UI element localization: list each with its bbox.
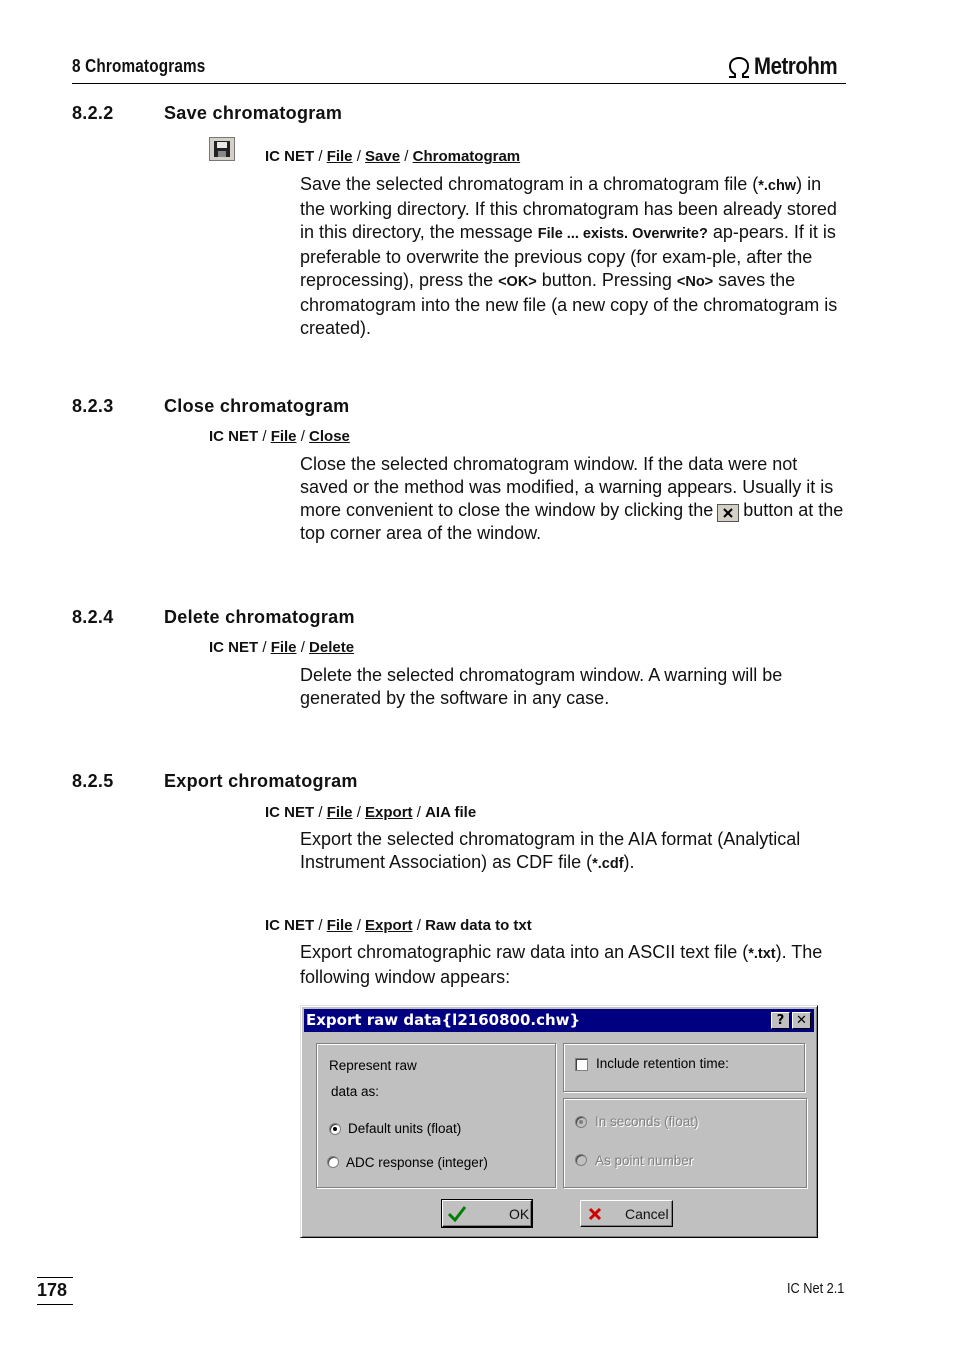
- section-heading-save: [72, 103, 672, 125]
- close-window-icon: [717, 504, 739, 522]
- section-title: Delete chromatogram: [164, 607, 355, 627]
- omega-logo-icon: [726, 55, 752, 79]
- ok-button[interactable]: [442, 1200, 532, 1227]
- point-number-radio[interactable]: [575, 1154, 587, 1166]
- dialog-title-bar: [304, 1009, 814, 1032]
- adc-response-label[interactable]: ADC response (integer): [346, 1155, 488, 1170]
- export-aia-description: Export the selected chromatogram in the AIA format (Analytical Instrument Association) as CDF file (*.cdf).: [300, 829, 801, 872]
- close-description: Close the selected chromatogram window. If the data were not saved or the method was modified, a warning appears. Usually it is more convenient to close the window by clicking the button at the top corner area of the window.: [300, 454, 844, 543]
- menu-path-save: IC NET / File / Save / Chromatogram: [265, 148, 521, 165]
- dialog-title: Export raw data{l2160800.chw}: [306, 1011, 581, 1029]
- section-number: 8.2.5: [72, 771, 114, 791]
- section-title: Save chromatogram: [164, 103, 343, 123]
- metrohm-logo: [726, 52, 852, 82]
- section-title: Export chromatogram: [164, 771, 358, 791]
- checkmark-icon: [447, 1205, 467, 1223]
- section-title: Close chromatogram: [164, 396, 350, 416]
- footer-product: IC Net 2.1: [787, 1280, 845, 1297]
- save-description: Save the selected chromatogram in a chromatogram file (*.chw) in the working directory. If this chromatogram has been already stored in this directory, the message File ... exists. Overwrite? ap-pears. If it is preferable to overwrite the previous copy (for exam-ple, after the reprocessing), press the <OK> button. Pressing <No> saves the chromatogram into the new file (a new copy of the chromatogram is created).: [300, 174, 838, 338]
- red-x-icon: [587, 1206, 603, 1222]
- default-units-radio[interactable]: [329, 1123, 341, 1135]
- section-heading-close: [72, 396, 672, 418]
- menu-path-delete: IC NET / File / Delete: [209, 639, 355, 656]
- ok-label: OK: [509, 1205, 530, 1222]
- adc-response-radio[interactable]: [327, 1156, 339, 1168]
- save-floppy-icon: [209, 137, 235, 161]
- help-button[interactable]: ?: [771, 1012, 790, 1029]
- in-seconds-label[interactable]: In seconds (float): [595, 1114, 699, 1129]
- include-retention-checkbox[interactable]: [575, 1058, 588, 1071]
- export-raw-description: Export chromatographic raw data into an ASCII text file (*.txt). The following window appears:: [300, 942, 823, 987]
- section-number: 8.2.4: [72, 607, 114, 627]
- menu-path-export-raw: IC NET / File / Export / Raw data to txt: [265, 917, 532, 934]
- close-button[interactable]: ✕: [792, 1012, 811, 1029]
- in-seconds-radio[interactable]: [575, 1116, 587, 1128]
- menu-path-close: IC NET / File / Close: [209, 428, 350, 445]
- represent-label: Represent raw: [329, 1058, 417, 1073]
- running-header-chapter: 8 Chromatograms: [72, 56, 206, 76]
- page-number-rule: [37, 1277, 73, 1278]
- page-number-underline: [37, 1304, 73, 1305]
- default-units-label[interactable]: Default units (float): [348, 1121, 462, 1136]
- section-number: 8.2.3: [72, 396, 114, 416]
- delete-description: Delete the selected chromatogram window. A warning will be generated by the software in any case.: [300, 665, 783, 708]
- page-number: 178: [37, 1280, 68, 1300]
- section-number: 8.2.2: [72, 103, 114, 123]
- header-rule: [72, 83, 846, 84]
- cancel-label: Cancel: [625, 1205, 669, 1222]
- cancel-button[interactable]: [580, 1200, 673, 1227]
- represent-label-2: data as:: [331, 1084, 380, 1099]
- point-number-label[interactable]: As point number: [595, 1153, 694, 1168]
- retention-mode-group: [563, 1098, 807, 1188]
- include-retention-label[interactable]: Include retention time:: [596, 1056, 729, 1071]
- export-raw-data-dialog: [300, 1005, 818, 1238]
- menu-path-export-aia: IC NET / File / Export / AIA file: [265, 804, 477, 821]
- section-heading-export: [72, 771, 672, 793]
- section-heading-delete: [72, 607, 672, 629]
- logo-wordmark: Metrohm: [754, 53, 838, 80]
